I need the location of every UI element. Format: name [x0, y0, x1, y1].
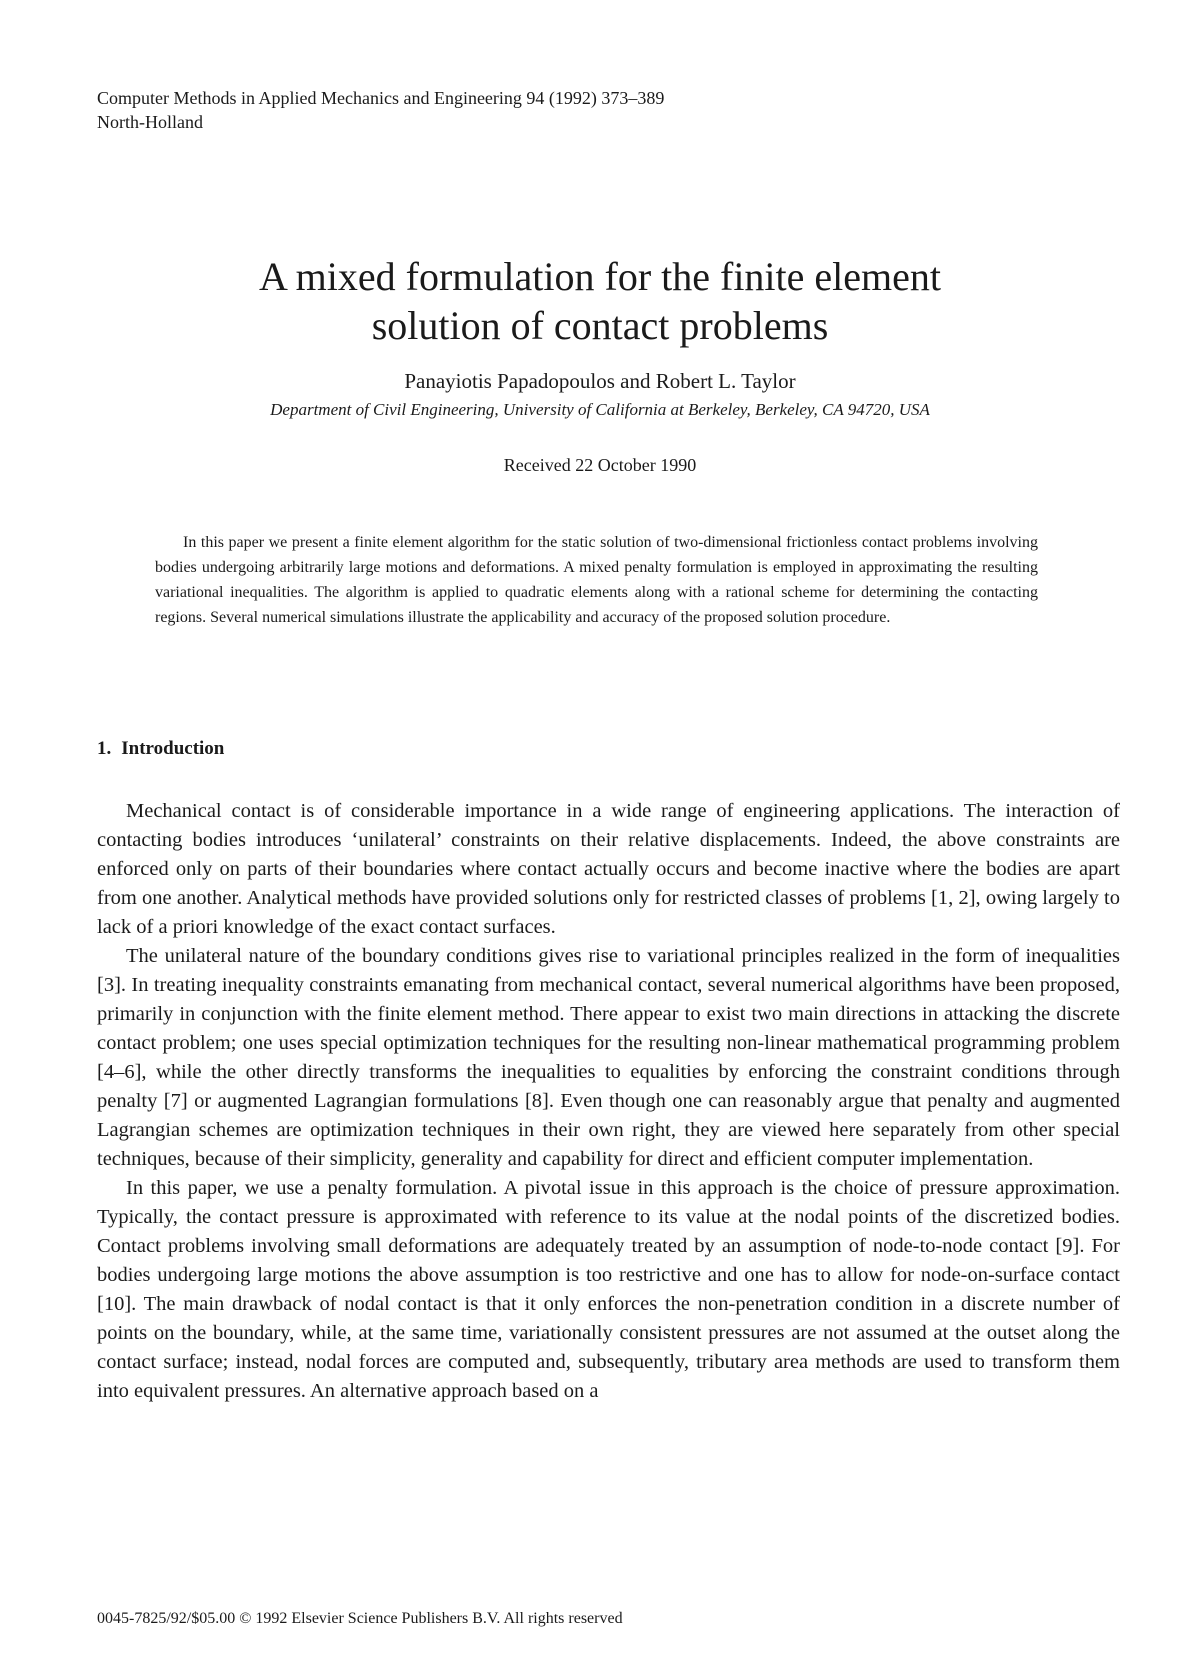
- authors: Panayiotis Papadopoulos and Robert L. Taylor: [404, 369, 796, 393]
- paper-title-line-1: A mixed formulation for the finite element: [258, 254, 942, 299]
- body-paragraph: Mechanical contact is of considerable importance in a wide range of engineering applications. The interaction of contacting bodies introduces ‘unilateral’ constraints on their relative displacements. Indeed, the above constraints are enforced only on parts of their boundaries where contact actually occurs and become inactive where the bodies are apart from one another. Analytical methods have provided solutions only for restricted classes of problems [1, 2], owing largely to lack of a priori knowledge of the exact contact surfaces.: [97, 800, 1120, 938]
- publisher: North-Holland: [97, 112, 203, 132]
- copyright-footer: 0045-7825/92/$05.00 © 1992 Elsevier Science Publishers B.V. All rights reserved: [97, 1610, 623, 1627]
- section-number: 1.: [97, 738, 112, 759]
- section-heading: [97, 738, 234, 760]
- section-body: [97, 797, 1120, 1406]
- affiliation: Department of Civil Engineering, University of California at Berkeley, Berkeley, CA 94720, USA: [270, 400, 930, 419]
- section-title: Introduction: [121, 738, 225, 759]
- body-paragraph: The unilateral nature of the boundary conditions gives rise to variational principles realized in the form of inequalities [3]. In treating inequality constraints emanating from mechanical contact, several numerical algorithms have been proposed, primarily in conjunction with the finite element method. There appear to exist two main directions in attacking the discrete contact problem; one uses special optimization techniques for the resulting non-linear mathematical programming problem [4–6], while the other directly transforms the inequalities to equalities by enforcing the constraint conditions through penalty [7] or augmented Lagrangian formulations [8]. Even though one can reasonably argue that penalty and augmented Lagrangian schemes are optimization techniques in their own right, they are viewed here separately from other special techniques, because of their simplicity, generality and capability for direct and efficient computer implementation.: [97, 945, 1120, 1170]
- journal-citation: Computer Methods in Applied Mechanics and Engineering 94 (1992) 373–389: [97, 88, 665, 108]
- journal-header: [97, 86, 664, 134]
- body-paragraph: In this paper, we use a penalty formulation. A pivotal issue in this approach is the choice of pressure approximation. Typically, the contact pressure is approximated with reference to its value at the nodal points of the discretized bodies. Contact problems involving small deformations are adequately treated by an assumption of node-to-node contact [9]. For bodies undergoing large motions the above assumption is too restrictive and one has to allow for node-on-surface contact [10]. The main drawback of nodal contact is that it only enforces the non-penetration condition in a discrete number of points on the boundary, while, at the same time, variationally consistent pressures are not assumed at the outset along the contact surface; instead, nodal forces are computed and, subsequently, tributary area methods are used to transform them into equivalent pressures. An alternative approach based on a: [97, 1177, 1120, 1402]
- abstract: In this paper we present a finite element algorithm for the static solution of two-dimensional frictionless contact problems involving bodies undergoing arbitrarily large motions and deformations. A mixed penalty formulation is employed in approximating the resulting variational inequalities. The algorithm is applied to quadratic elements along with a rational scheme for determining the contacting regions. Several numerical simulations illustrate the applicability and accuracy of the proposed solution procedure.: [155, 534, 1038, 626]
- paper-title-line-2: solution of contact problems: [371, 303, 829, 348]
- received-date: Received 22 October 1990: [503, 455, 697, 475]
- paper-title: [0, 252, 1200, 350]
